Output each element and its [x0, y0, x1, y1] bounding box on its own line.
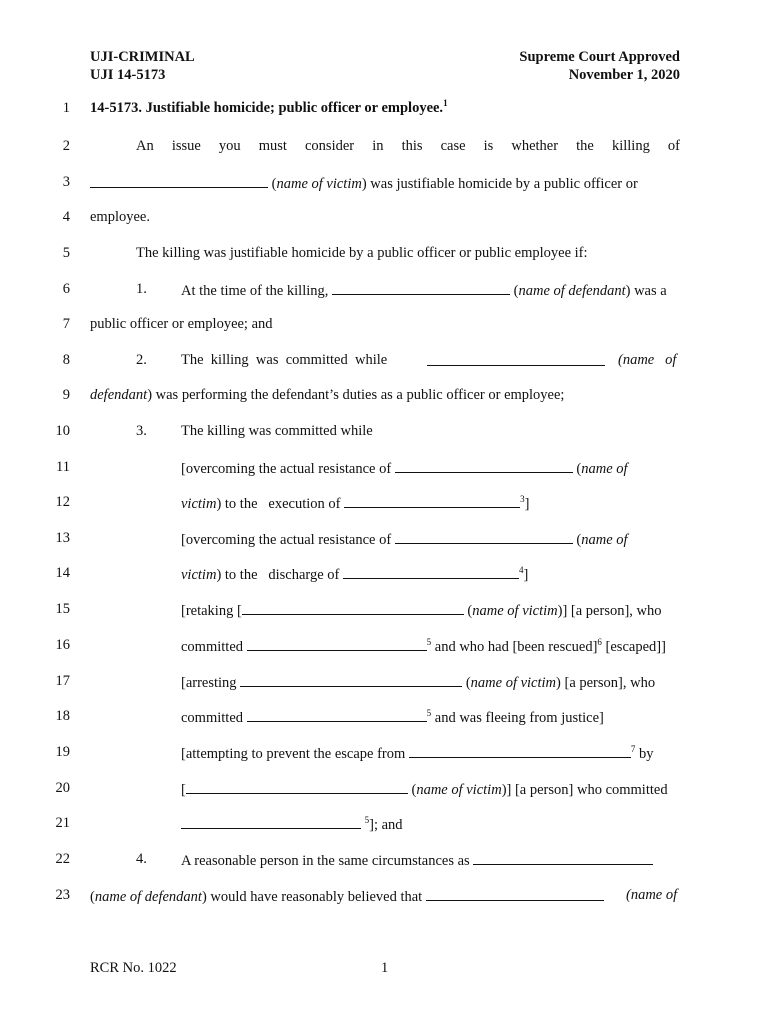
line-8: 8 2. The killing was committed while (name of [0, 352, 770, 372]
line-number: 15 [55, 601, 70, 617]
line-3: 3 (name of victim) was justifiable homicide by a public officer or [0, 174, 770, 194]
line-9: 9 defendant) was performing the defendant’s duties as a public officer or employee; [0, 387, 770, 407]
header-right [519, 48, 680, 84]
line-1 [0, 100, 770, 120]
line-number: 1 [62, 100, 70, 116]
fill-in-blank[interactable] [473, 851, 653, 865]
line-22: 22 4. A reasonable person in the same circumstances as [0, 851, 770, 871]
line-23: 23 (name of defendant) would have reasonably believed that (name of [0, 887, 770, 907]
instruction-title: 14-5173. Justifiable homicide; public officer or employee.$^1$ [90, 98, 448, 116]
line-7: 7 public officer or employee; and [0, 316, 770, 336]
line-number: 12 [55, 494, 70, 510]
line-number: 22 [55, 851, 70, 867]
line-20: 20 [ (name of victim)] [a person] who committed [0, 780, 770, 800]
line-number: 19 [55, 744, 70, 760]
fill-in-blank[interactable] [247, 708, 427, 722]
line-13: 13 [overcoming the actual resistance of (name of [0, 530, 770, 550]
line-number: 20 [55, 780, 70, 796]
line-number: 4 [62, 209, 70, 225]
line-number: 2 [62, 138, 70, 154]
fill-in-blank[interactable] [395, 459, 573, 473]
fill-in-blank[interactable] [344, 494, 520, 508]
line-number: 18 [55, 708, 70, 724]
line-number: 13 [55, 530, 70, 546]
item-number: 2. [136, 352, 147, 368]
fill-in-blank[interactable] [247, 637, 427, 651]
footnote-ref: 1 [443, 98, 448, 108]
line-16: 16 committed $^5$ and who had [been rescued]$^6$ [escaped]] [0, 637, 770, 657]
page-number: 1 [381, 960, 389, 976]
line-15: 15 [retaking [ (name of victim)] [a person], who [0, 601, 770, 621]
line-number: 17 [55, 673, 70, 689]
line-4: 4 employee. [0, 209, 770, 229]
fill-in-blank[interactable] [395, 530, 573, 544]
fill-in-blank[interactable] [343, 565, 519, 579]
justified-text: An issue you must consider in this case is whether the killing of [136, 138, 680, 154]
line-14: 14 victim) to the discharge of $^4$] [0, 565, 770, 585]
fill-in-blank[interactable] [427, 352, 605, 366]
line-number: 11 [56, 459, 70, 475]
fill-in-blank[interactable] [242, 601, 464, 615]
line-number: 3 [62, 174, 70, 190]
line-5: 5 The killing was justifiable homicide by a public officer or public employee if: [0, 245, 770, 265]
line-2 [0, 138, 770, 158]
line-number: 16 [55, 637, 70, 653]
line-number: 6 [62, 281, 70, 297]
line-number: 5 [62, 245, 70, 261]
line-10: 10 3. The killing was committed while [0, 423, 770, 443]
line-number: 10 [55, 423, 70, 439]
fill-in-blank[interactable] [186, 780, 408, 794]
line-number: 14 [55, 565, 70, 581]
line-18: 18 committed $^5$ and was fleeing from justice] [0, 708, 770, 728]
line-number: 9 [62, 387, 70, 403]
item-number: 3. [136, 423, 147, 439]
line-6: 6 1. At the time of the killing, (name of defendant) was a [0, 281, 770, 301]
item-number: 1. [136, 281, 147, 297]
line-11: 11 [overcoming the actual resistance of (name of [0, 459, 770, 479]
fill-in-blank[interactable] [426, 887, 604, 901]
line-number: 23 [55, 887, 70, 903]
fill-in-blank[interactable] [181, 815, 361, 829]
form-number: UJI 14-5173 [90, 67, 166, 83]
fill-in-blank[interactable] [409, 744, 631, 758]
item-number: 4. [136, 851, 147, 867]
rcr-number: RCR No. 1022 [90, 960, 177, 976]
fill-in-blank[interactable] [90, 174, 268, 188]
fill-in-blank[interactable] [240, 673, 462, 687]
line-number: 7 [62, 316, 70, 332]
approval-label: Supreme Court Approved [519, 49, 680, 65]
line-number: 8 [62, 352, 70, 368]
fill-in-blank[interactable] [332, 281, 510, 295]
line-19: 19 [attempting to prevent the escape from $^7$ by [0, 744, 770, 764]
form-category: UJI-CRIMINAL [90, 49, 195, 65]
approval-date: November 1, 2020 [568, 67, 680, 83]
line-21: 21 $^5$]; and [0, 815, 770, 835]
line-number: 21 [55, 815, 70, 831]
header-left [90, 48, 195, 84]
line-17: 17 [arresting (name of victim) [a person], who [0, 673, 770, 693]
line-12: 12 victim) to the execution of $^3$] [0, 494, 770, 514]
